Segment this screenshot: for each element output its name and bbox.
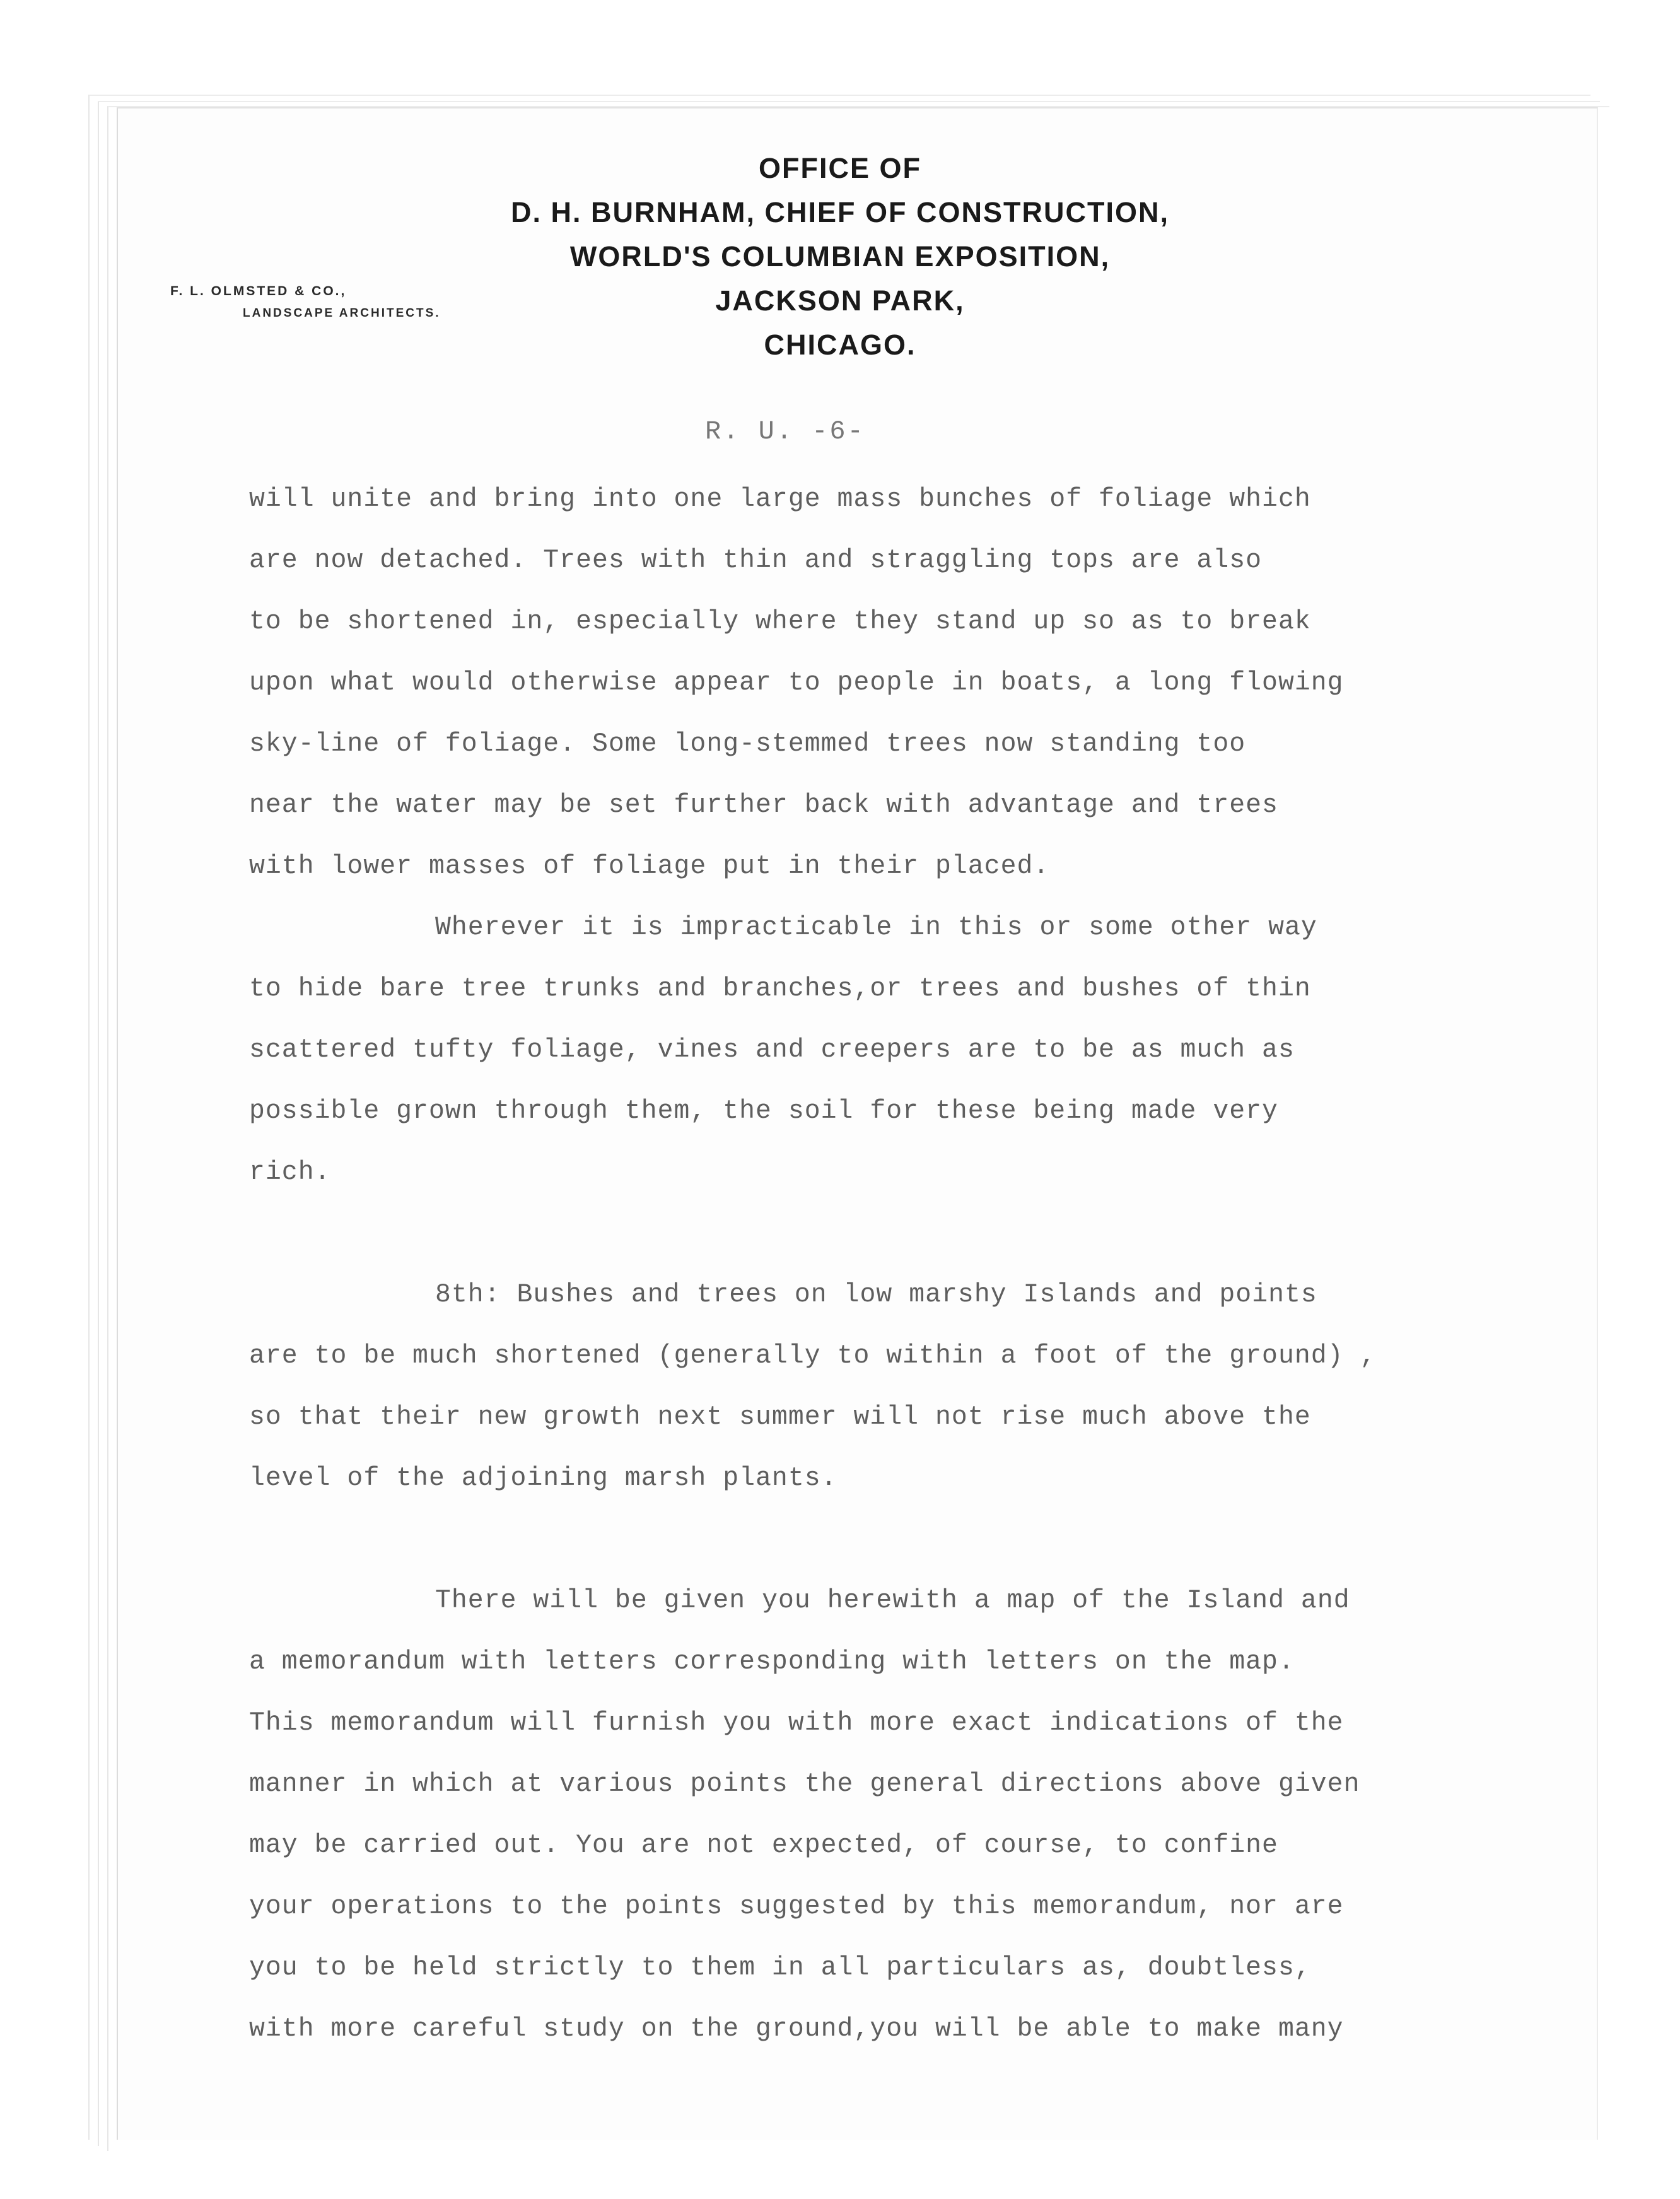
paragraph-gap	[249, 1515, 1510, 1576]
text-line: so that their new growth next summer will not rise much above the	[249, 1402, 1311, 1432]
letterhead-line: OFFICE OF	[759, 152, 921, 184]
text-line: with more careful study on the ground,you will be able to make many	[249, 2014, 1344, 2044]
text-line: There will be given you herewith a map of the Island and	[435, 1586, 1350, 1616]
letterhead-line: CHICAGO.	[764, 329, 916, 361]
text-line: may be carried out. You are not expected, of course, to confine	[249, 1831, 1278, 1860]
letter-body	[249, 474, 1510, 2065]
text-line: you to be held strictly to them in all particulars as, doubtless,	[249, 1953, 1311, 1983]
text-line: rich.	[249, 1158, 331, 1187]
letterhead	[0, 146, 1680, 367]
text-line: are to be much shortened (generally to within a foot of the ground) ,	[249, 1341, 1377, 1371]
text-line: with lower masses of foliage put in their placed.	[249, 852, 1050, 881]
text-line: to be shortened in, especially where they stand up so as to break	[249, 607, 1311, 636]
text-line: your operations to the points suggested by this memorandum, nor are	[249, 1892, 1344, 1921]
text-line: near the water may be set further back with advantage and trees	[249, 790, 1278, 820]
text-line: manner in which at various points the general directions above given	[249, 1769, 1360, 1799]
text-line: 8th: Bushes and trees on low marshy Islands and points	[435, 1280, 1317, 1310]
text-line: level of the adjoining marsh plants.	[249, 1463, 837, 1493]
text-line: This memorandum will furnish you with more exact indications of the	[249, 1708, 1344, 1738]
firm-name: F. L. OLMSTED & CO.,	[170, 284, 347, 298]
firm-title: LANDSCAPE ARCHITECTS.	[243, 307, 441, 320]
text-line: sky-line of foliage. Some long-stemmed trees now standing too	[249, 729, 1246, 759]
text-line: upon what would otherwise appear to people in boats, a long flowing	[249, 668, 1344, 698]
text-line: will unite and bring into one large mass bunches of foliage which	[249, 484, 1311, 514]
letterhead-line: D. H. BURNHAM, CHIEF OF CONSTRUCTION,	[511, 196, 1169, 228]
text-line: are now detached. Trees with thin and straggling tops are also	[249, 546, 1263, 575]
text-line: to hide bare tree trunks and branches,or trees and bushes of thin	[249, 974, 1311, 1004]
letterhead-line: WORLD'S COLUMBIAN EXPOSITION,	[569, 240, 1111, 273]
letterhead-line: JACKSON PARK,	[715, 284, 965, 317]
text-line: a memorandum with letters corresponding with letters on the map.	[249, 1647, 1295, 1677]
page-reference: R. U. -6-	[705, 416, 865, 447]
text-line: possible grown through them, the soil for these being made very	[249, 1096, 1278, 1126]
firm-block	[170, 284, 441, 320]
text-line: Wherever it is impracticable in this or some other way	[435, 913, 1317, 942]
paragraph-gap	[249, 1209, 1510, 1270]
text-line: scattered tufty foliage, vines and creepers are to be as much as	[249, 1035, 1295, 1065]
